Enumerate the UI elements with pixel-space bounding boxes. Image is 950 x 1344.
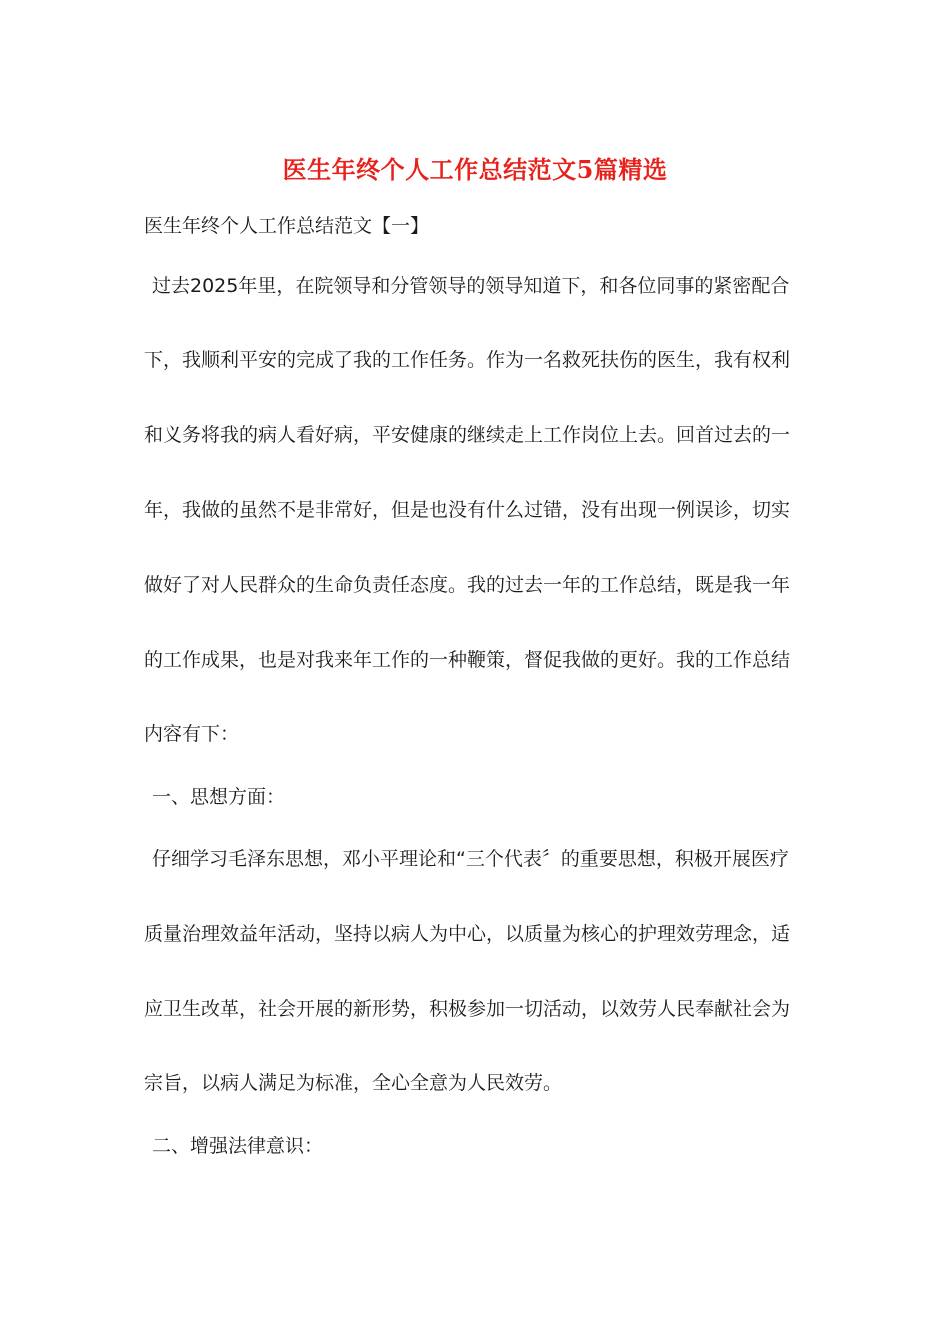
- paragraph-line: 内容有下：: [144, 723, 240, 745]
- paragraph-line: 做好了对人民群众的生命负责任态度。我的过去一年的工作总结，既是我一年: [144, 574, 791, 596]
- paragraph-line: 年，我做的虽然不是非常好，但是也没有什么过错，没有出现一例误诊，切实: [144, 499, 791, 521]
- paragraph-line: 下，我顺利平安的完成了我的工作任务。作为一名救死扶伤的医生，我有权利: [144, 349, 791, 371]
- section-heading-thought: 一、思想方面：: [152, 786, 286, 808]
- document-title: 医生年终个人工作总结范文5篇精选: [282, 155, 668, 184]
- paragraph-line: 的工作成果，也是对我来年工作的一种鞭策，督促我做的更好。我的工作总结: [144, 649, 791, 671]
- section-heading: 医生年终个人工作总结范文【一】: [144, 215, 430, 237]
- paragraph-line: 应卫生改革，社会开展的新形势，积极参加一切活动，以效劳人民奉献社会为: [144, 998, 791, 1020]
- paragraph-line: 过去2025年里，在院领导和分管领导的领导知道下，和各位同事的紧密配合: [152, 275, 790, 297]
- paragraph-line: 质量治理效益年活动，坚持以病人为中心，以质量为核心的护理效劳理念，适: [144, 923, 791, 945]
- section-heading-law: 二、增强法律意识：: [152, 1135, 324, 1157]
- paragraph-line: 和义务将我的病人看好病，平安健康的继续走上工作岗位上去。回首过去的一: [144, 424, 791, 446]
- paragraph-line: 仔细学习毛泽东思想，邓小平理论和“三个代表〞的重要思想，积极开展医疗: [152, 848, 789, 870]
- paragraph-line: 宗旨，以病人满足为标准，全心全意为人民效劳。: [144, 1072, 563, 1094]
